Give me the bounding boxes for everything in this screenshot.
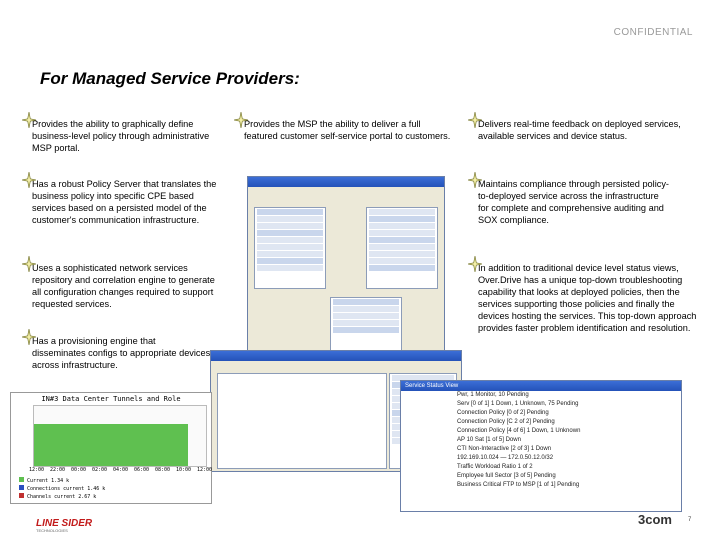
status-line: Connection Policy [0 of 2] Pending xyxy=(457,410,549,416)
x-tick-label: 02:00 xyxy=(92,467,108,473)
bullet-6 xyxy=(26,262,226,310)
bullet-text: Has a provisioning engine that disseminates configs to appropriate devices across infrastructure. xyxy=(32,336,211,370)
service-status-screenshot xyxy=(400,380,682,512)
star-bullet-icon xyxy=(22,172,36,188)
bullet-4 xyxy=(26,178,226,226)
star-bullet-icon xyxy=(22,256,36,272)
logo-subtext: TECHNOLOGIES xyxy=(36,528,68,533)
chart-title: IN#3 Data Center Tunnels and Role xyxy=(41,395,181,403)
bullet-7 xyxy=(472,262,697,334)
status-line: 192.169.10.024 — 172.0.50.12.0/32 xyxy=(457,455,554,461)
legend-value: 2.67 k xyxy=(78,494,97,500)
status-line: AP 10 Sat [1 of 5] Down xyxy=(457,437,521,443)
legend-label: Channels current xyxy=(27,494,76,500)
status-line: Business Critical FTP to MSP [1 of 1] Pending xyxy=(457,482,580,488)
line-sider-logo xyxy=(36,518,92,533)
x-tick-label: 06:00 xyxy=(134,467,150,473)
right-list-pane xyxy=(366,207,438,289)
left-list-pane xyxy=(254,207,326,289)
status-lines xyxy=(401,391,681,490)
status-line: Employee full Sector [3 of 5] Pending xyxy=(457,473,556,479)
x-tick-label: 04:00 xyxy=(113,467,129,473)
confidential-label: CONFIDENTIAL xyxy=(613,27,693,38)
x-tick-label: 08:00 xyxy=(155,467,171,473)
detail-pane xyxy=(217,373,387,469)
bullet-1 xyxy=(26,118,231,154)
status-line: CTI Non-Interactive [2 of 3] 1 Down xyxy=(457,446,552,452)
star-bullet-icon xyxy=(468,112,482,128)
legend-connections xyxy=(19,485,105,492)
bullet-text: Provides the MSP the ability to deliver a full featured customer self-service portal to customers. xyxy=(244,119,451,141)
star-bullet-icon xyxy=(22,112,36,128)
bullet-5 xyxy=(472,178,672,226)
page-title: For Managed Service Providers: xyxy=(40,69,300,88)
status-line: Traffic Workload Ratio 1 of 2 xyxy=(457,464,533,470)
middle-list-pane xyxy=(330,297,402,351)
3com-logo: 3com xyxy=(638,512,672,527)
bullet-text: Provides the ability to graphically define business-level policy through administrative MSP portal. xyxy=(32,119,210,153)
legend-current xyxy=(19,477,69,484)
traffic-chart xyxy=(10,392,212,504)
status-line: Serv [0 of 1] 1 Down, 1 Unknown, 75 Pending xyxy=(457,401,579,407)
legend-channels xyxy=(19,493,96,500)
traffic-area xyxy=(34,424,188,466)
x-tick-label: 10:00 xyxy=(176,467,192,473)
bullet-text: Maintains compliance through persisted policy-to-deployed service across the infrastructure for complete and comprehensive auditing and SOX compliance. xyxy=(478,179,669,225)
chart-plot-area xyxy=(33,405,207,467)
bullet-text: Has a robust Policy Server that translates the business policy into specific CPE based services based on a persisted model of the customer's communication infrastructure. xyxy=(32,179,217,225)
star-bullet-icon xyxy=(468,256,482,272)
page-number: 7 xyxy=(688,517,692,523)
status-line: Connection Policy [C 2 of 2] Pending xyxy=(457,419,555,425)
star-bullet-icon xyxy=(468,172,482,188)
bullet-text: Delivers real-time feedback on deployed services, available services and device status. xyxy=(478,119,681,141)
star-bullet-icon xyxy=(22,329,36,345)
policy-editor-screenshot xyxy=(247,176,445,354)
x-tick-label: 12:00 xyxy=(29,467,45,473)
bullet-8 xyxy=(26,335,211,371)
x-tick-label: 22:00 xyxy=(50,467,66,473)
window-titlebar xyxy=(211,351,461,361)
legend-value: 1.46 k xyxy=(87,486,106,492)
bullet-2 xyxy=(238,118,453,142)
bullet-text: In addition to traditional device level status views, Over.Drive has a unique top-down troubleshooting capability that looks at deployed policies, then the services supporting those policies and finally the devices hosting the services. This top-down approach provides faster problem identification and resolution. xyxy=(478,263,697,333)
status-line: Connection Policy [4 of 6] 1 Down, 1 Unknown xyxy=(457,428,581,434)
star-bullet-icon xyxy=(234,112,248,128)
x-tick-label: 00:00 xyxy=(71,467,87,473)
bullet-3 xyxy=(472,118,687,142)
status-line: Pwr, 1 Monitor, 10 Pending xyxy=(457,392,529,398)
window-titlebar xyxy=(248,177,444,187)
x-tick-label: 12:00 xyxy=(197,467,213,473)
legend-label: Current xyxy=(27,478,49,484)
logo-text: LINE SIDER xyxy=(36,518,93,529)
bullet-text: Uses a sophisticated network services repository and correlation engine to generate all configuration changes required to support requested services. xyxy=(32,263,215,309)
status-window-title: Service Status View xyxy=(401,381,681,391)
legend-value: 1.34 k xyxy=(51,478,70,484)
legend-label: Connections current xyxy=(27,486,85,492)
